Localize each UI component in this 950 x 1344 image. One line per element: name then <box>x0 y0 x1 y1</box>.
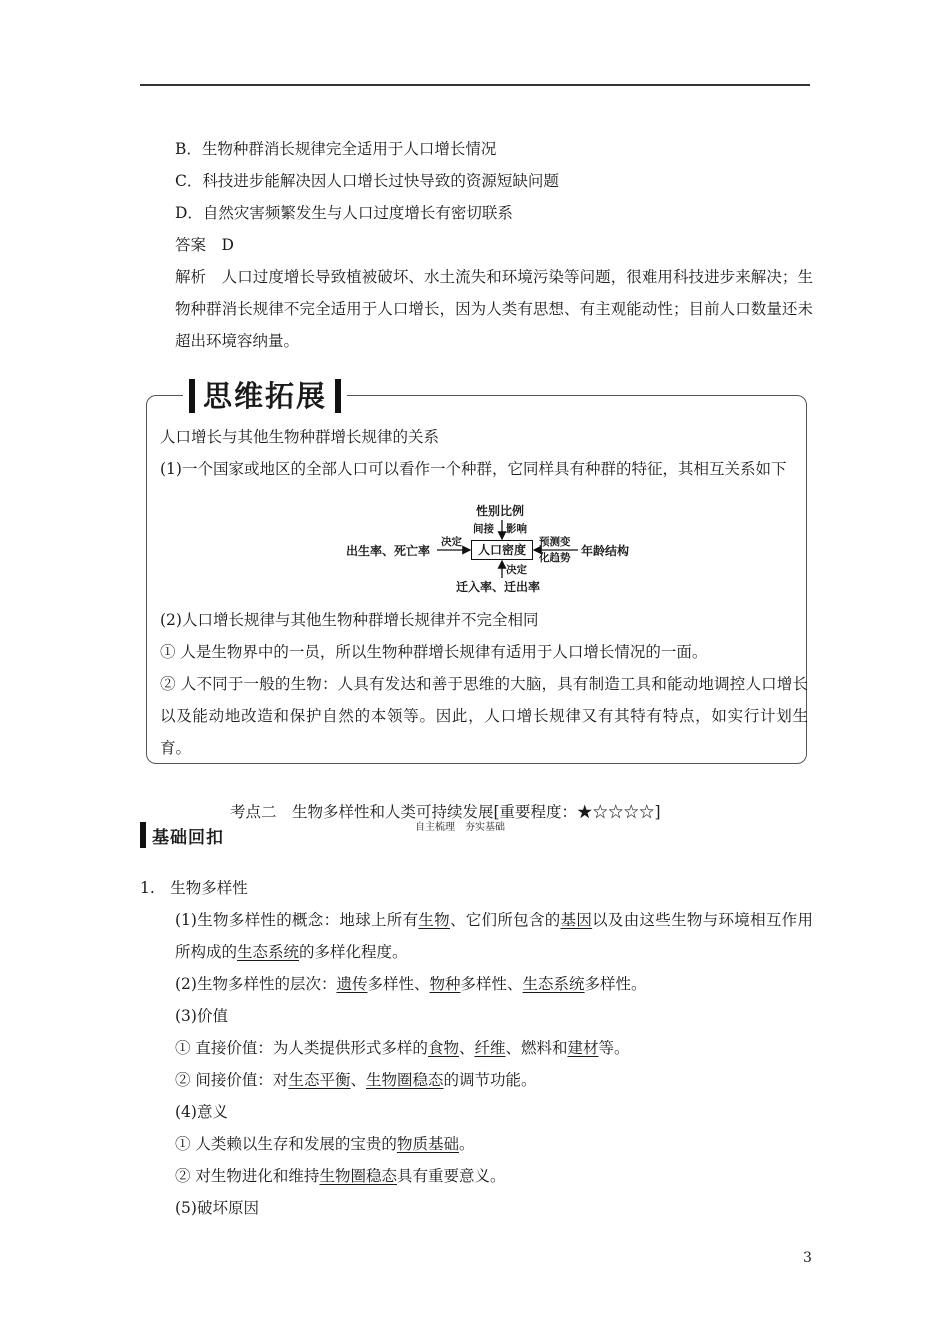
meaning-line-1: ① 人类赖以生存和发展的宝贵的物质基础。 <box>175 1135 475 1153</box>
blank-genetic: 遗传 <box>336 975 368 993</box>
concept-paragraph: (1)生物多样性的概念：地球上所有生物、它们所包含的基因以及由这些生物与环境相互作用所构成的生态系统的多样化程度。 <box>175 911 813 961</box>
blank-biosphere-stability: 生物圈稳态 <box>365 1071 444 1089</box>
diagram-top-arrow-right: 影响 <box>506 523 527 535</box>
population-diagram <box>340 502 650 594</box>
diagram-bottom-node: 迁入率、迁出率 <box>456 580 541 594</box>
value-heading: (3)价值 <box>175 1007 228 1025</box>
thinking-point-2b: ② 人不同于一般的生物：人具有发达和善于思维的大脑，具有制造工具和能动地调控人口增长以及能动地改造和保护自然的本领等。因此，人口增长规律又有其特有特点，如实行计划生育。 <box>160 675 808 757</box>
diagram-center-node: 人口密度 <box>471 540 533 560</box>
indirect-value-line: ② 间接价值：对生态平衡、生物圈稳态的调节功能。 <box>175 1071 537 1089</box>
blank-species: 物种 <box>429 975 461 993</box>
damage-heading: (5)破坏原因 <box>175 1199 259 1217</box>
blank-ecosystem: 生态系统 <box>237 943 300 961</box>
diagram-right-arrow-bottom: 化趋势 <box>539 552 571 564</box>
blank-material-basis: 物质基础 <box>396 1135 459 1153</box>
thinking-box-title: 思维拓展 <box>203 379 328 413</box>
blank-ecosystem-level: 生态系统 <box>522 975 585 993</box>
thinking-heading: 人口增长与其他生物种群增长规律的关系 <box>160 428 440 446</box>
answer: 答案 D <box>175 236 234 254</box>
blank-biosphere-stability-2: 生物圈稳态 <box>319 1167 397 1185</box>
blank-food: 食物 <box>427 1039 459 1057</box>
thinking-point-2: (2)人口增长规律与其他生物种群增长规律并不完全相同 <box>160 611 539 629</box>
item-1-heading: 1. 生物多样性 <box>140 879 248 897</box>
diagram-left-arrow-label: 决定 <box>441 536 462 548</box>
thinking-point-1: (1)一个国家或地区的全部人口可以看作一个种群，它同样具有种群的特征，其相互关系如下 <box>160 460 787 478</box>
blank-fiber: 纤维 <box>474 1039 506 1057</box>
basics-label-bar <box>140 822 146 848</box>
meaning-line-2: ② 对生物进化和维持生物圈稳态具有重要意义。 <box>175 1167 506 1185</box>
title-bar-right <box>335 379 341 413</box>
thinking-point-2a: ① 人是生物界中的一员，所以生物种群增长规律有适用于人口增长情况的一面。 <box>160 643 708 661</box>
option-b: B．生物种群消长规律完全适用于人口增长情况 <box>175 140 497 158</box>
page-number: 3 <box>803 1250 812 1266</box>
analysis: 解析 人口过度增长导致植被破坏、水土流失和环境污染等问题，很难用科技进步来解决；生物种群消长规律不完全适用于人口增长，因为人类有思想、有主观能动性；目前人口数量还未超出环境容纳量。 <box>175 268 813 350</box>
diagram-right-arrow-top: 预测变 <box>539 536 571 548</box>
blank-ecological-balance: 生态平衡 <box>288 1071 351 1089</box>
thinking-box-header <box>183 376 347 416</box>
section-subtitle: 自主梳理 夯实基础 <box>415 822 505 833</box>
basics-label: 基础回扣 <box>152 827 224 848</box>
direct-value-line: ① 直接价值：为人类提供形式多样的食物、纤维、燃料和建材等。 <box>175 1039 630 1057</box>
option-d: D．自然灾害频繁发生与人口过度增长有密切联系 <box>175 204 513 222</box>
diagram-top-node: 性别比例 <box>476 504 525 518</box>
diagram-right-node: 年龄结构 <box>581 544 630 558</box>
diagram-top-arrow-left: 间接 <box>473 523 494 535</box>
option-c: C．科技进步能解决因人口增长过快导致的资源短缺问题 <box>175 172 559 190</box>
basics-label-wrap <box>140 822 224 848</box>
blank-genes: 基因 <box>560 911 593 929</box>
meaning-heading: (4)意义 <box>175 1103 228 1121</box>
diagram-bottom-arrow-label: 决定 <box>506 564 527 576</box>
blank-building-material: 建材 <box>567 1039 599 1057</box>
header-rule <box>140 84 810 86</box>
blank-organisms: 生物 <box>418 911 450 929</box>
section-title: 考点二 生物多样性和人类可持续发展[重要程度：★☆☆☆☆] <box>230 803 661 821</box>
diagram-left-node: 出生率、死亡率 <box>346 544 431 558</box>
levels-line: (2)生物多样性的层次：遗传多样性、物种多样性、生态系统多样性。 <box>175 975 647 993</box>
